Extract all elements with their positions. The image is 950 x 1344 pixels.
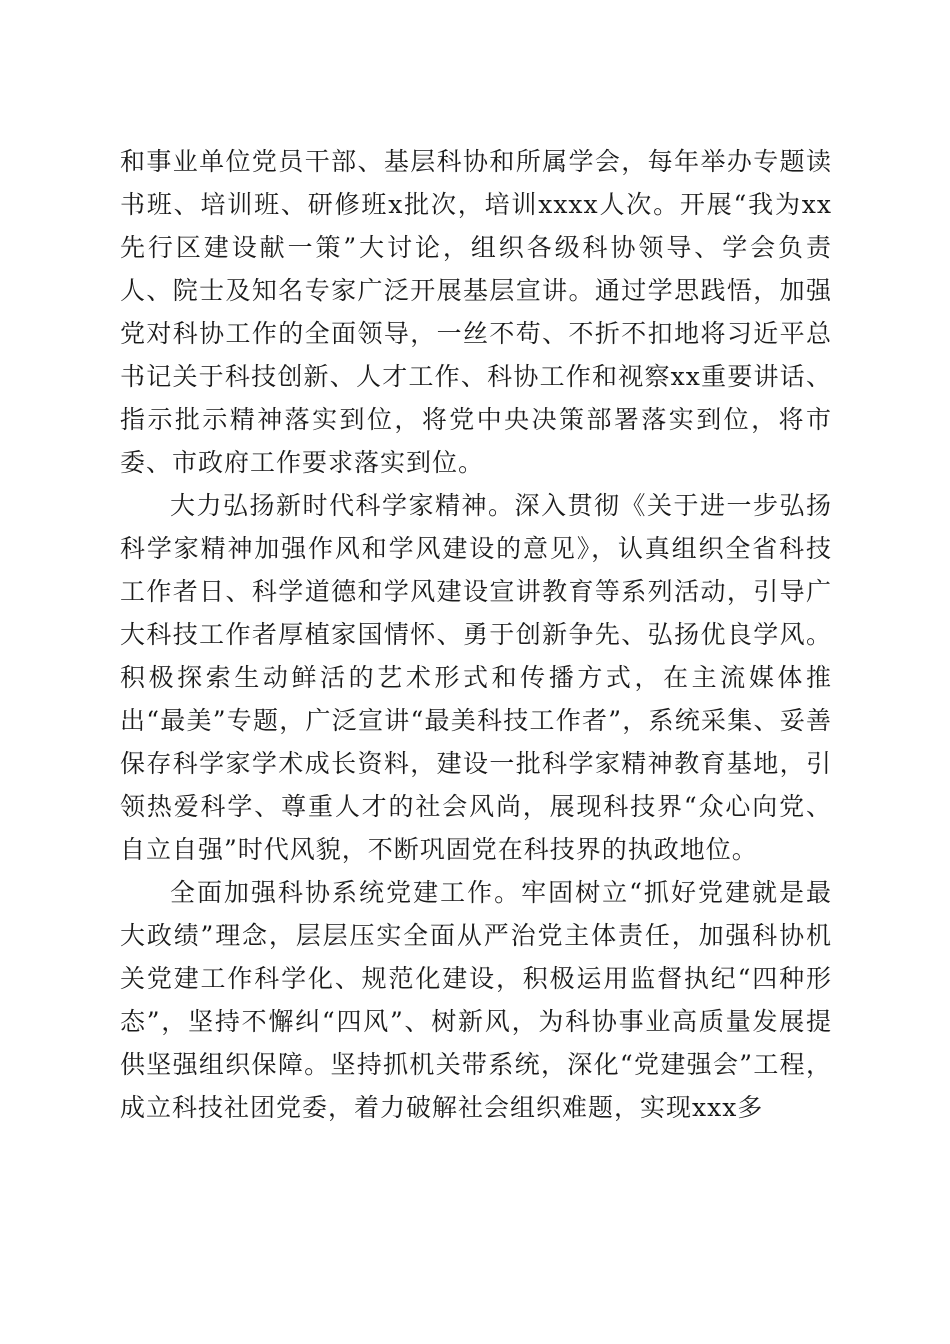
paragraph-scientist-spirit: 大力弘扬新时代科学家精神。深入贯彻《关于进一步弘扬科学家精神加强作风和学风建设的意见》，认真组织全省科技工作者日、科学道德和学风建设宣讲教育等系列活动，引导广大科技工作者厚植家国情怀、勇于创新争先、弘扬优良学风。积极探索生动鲜活的艺术形式和传播方式，在主流媒体推出“最美”专题，广泛宣讲“最美科技工作者”，系统采集、妥善保存科学家学术成长资料，建设一批科学家精神教育基地，引领热爱科学、尊重人才的社会风尚，展现科技界“众心向党、自立自强”时代风貌，不断巩固党在科技界的执政地位。 [120, 491, 832, 864]
paragraph-party-building: 全面加强科协系统党建工作。牢固树立“抓好党建就是最大政绩”理念，层层压实全面从严治党主体责任，加强科协机关党建工作科学化、规范化建设，积极运用监督执纪“四种形态”，坚持不懈纠“四风”、树新风，为科协事业高质量发展提供坚强组织保障。坚持抓机关带系统，深化“党建强会”工程，成立科技社团党委，着力破解社会组织难题，实现xxx多 [120, 878, 832, 1122]
paragraph-continuation: 和事业单位党员干部、基层科协和所属学会，每年举办专题读书班、培训班、研修班x批次，培训xxxx人次。开展“我为xx先行区建设献一策”大讨论，组织各级科协领导、学会负责人、院士及知名专家广泛开展基层宣讲。通过学思践悟，加强党对科协工作的全面领导，一丝不苟、不折不扣地将习近平总书记关于科技创新、人才工作、科协工作和视察xx重要讲话、指示批示精神落实到位，将党中央决策部署落实到位，将市委、市政府工作要求落实到位。 [120, 147, 832, 477]
document-body [120, 140, 832, 1129]
